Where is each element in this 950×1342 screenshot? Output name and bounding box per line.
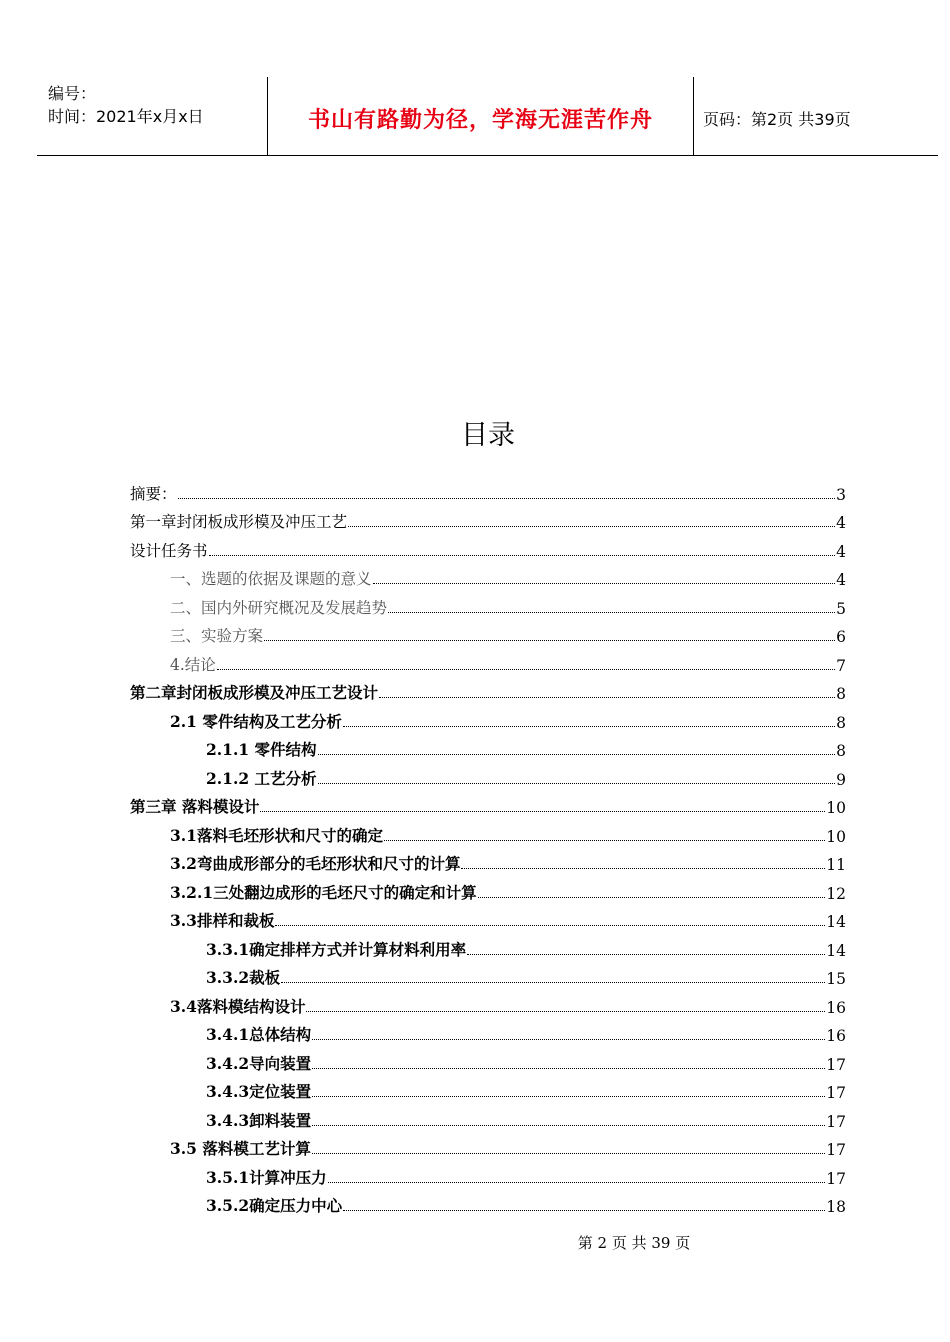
toc-leader-dots bbox=[312, 1096, 825, 1097]
toc-entry[interactable] bbox=[130, 591, 846, 620]
toc-entry[interactable] bbox=[130, 1019, 846, 1048]
toc-leader-dots bbox=[312, 1153, 825, 1154]
toc-entry-label: 3.4.1总体结构 bbox=[206, 1025, 312, 1044]
toc-entry-page: 4 bbox=[836, 514, 846, 532]
toc-leader-dots bbox=[467, 954, 825, 955]
toc-entry[interactable] bbox=[130, 705, 846, 734]
toc-entry[interactable] bbox=[130, 563, 846, 592]
toc-entry[interactable] bbox=[130, 1133, 846, 1162]
toc-entry[interactable] bbox=[130, 1161, 846, 1190]
header-meta-cell bbox=[37, 77, 267, 155]
toc-entry[interactable] bbox=[130, 477, 846, 506]
toc-entry[interactable] bbox=[130, 933, 846, 962]
toc-entry-page: 18 bbox=[826, 1198, 846, 1216]
toc-entry-label: 3.3排样和裁板 bbox=[170, 911, 275, 930]
toc-entry-page: 8 bbox=[836, 713, 846, 732]
toc-leader-dots bbox=[178, 498, 836, 499]
toc-entry[interactable] bbox=[130, 1190, 846, 1219]
toc-entry-label: 3.3.2裁板 bbox=[206, 968, 281, 987]
toc-entry-label: 设计任务书 bbox=[130, 541, 208, 560]
toc-entry[interactable] bbox=[130, 620, 846, 649]
toc-leader-dots bbox=[478, 897, 826, 898]
toc-entry-page: 16 bbox=[826, 998, 846, 1017]
toc-entry-page: 8 bbox=[836, 685, 846, 703]
toc-entry-label: 2.1.2 工艺分析 bbox=[206, 768, 317, 788]
toc-entry-label: 2.1 零件结构及工艺分析 bbox=[170, 711, 342, 731]
toc-entry-page: 10 bbox=[826, 799, 846, 817]
toc-leader-dots bbox=[260, 811, 825, 812]
toc-leader-dots bbox=[328, 1182, 826, 1183]
toc-entry-page: 17 bbox=[826, 1055, 846, 1074]
toc-entry-page: 14 bbox=[826, 913, 846, 931]
toc-entry-page: 3 bbox=[836, 485, 846, 504]
toc-entry-page: 9 bbox=[836, 770, 846, 789]
toc-leader-dots bbox=[348, 526, 835, 527]
toc-entry[interactable] bbox=[130, 962, 846, 991]
toc-leader-dots bbox=[388, 612, 835, 613]
toc-leader-dots bbox=[379, 697, 835, 698]
toc-title: 目录 bbox=[461, 420, 515, 451]
toc-entry[interactable] bbox=[130, 534, 846, 563]
toc-entry-label: 3.4.3定位装置 bbox=[206, 1082, 312, 1101]
toc-leader-dots bbox=[343, 726, 835, 727]
toc-entry-page: 17 bbox=[826, 1112, 846, 1131]
toc-entry[interactable] bbox=[130, 1047, 846, 1076]
toc-entry-page: 17 bbox=[826, 1141, 846, 1159]
toc-entry-page: 14 bbox=[826, 941, 846, 960]
toc-entry[interactable] bbox=[130, 905, 846, 934]
header-motto: 书山有路勤为径，学海无涯苦作舟 bbox=[307, 107, 653, 133]
toc-entry-page: 10 bbox=[826, 827, 846, 846]
toc-leader-dots bbox=[209, 555, 836, 556]
toc-leader-dots bbox=[217, 669, 835, 670]
toc-leader-dots bbox=[343, 1210, 825, 1211]
toc-entry-page: 4 bbox=[836, 571, 846, 589]
toc-leader-dots bbox=[312, 1125, 825, 1126]
toc-entry[interactable] bbox=[130, 1104, 846, 1133]
toc-entry[interactable] bbox=[130, 648, 846, 677]
toc-leader-dots bbox=[281, 982, 825, 983]
toc-entry-label: 3.5.1计算冲压力 bbox=[206, 1167, 327, 1187]
toc-entry-label: 3.2.1三处翻边成形的毛坯尺寸的确定和计算 bbox=[170, 882, 477, 902]
toc-entry[interactable] bbox=[130, 1076, 846, 1105]
toc-leader-dots bbox=[275, 925, 825, 926]
toc-leader-dots bbox=[312, 1039, 825, 1040]
header-motto-cell bbox=[267, 77, 694, 155]
page-footer: 第 2 页 共 39 页 bbox=[577, 1234, 691, 1252]
toc-entry-page: 15 bbox=[826, 970, 846, 988]
toc-entry-label: 一、选题的依据及课题的意义 bbox=[170, 570, 372, 588]
toc-entry-page: 7 bbox=[836, 656, 846, 675]
toc-entry-label: 二、国内外研究概况及发展趋势 bbox=[170, 598, 388, 617]
toc-entry-label: 4.结论 bbox=[170, 655, 216, 674]
toc-entry[interactable] bbox=[130, 848, 846, 877]
toc-entry-label: 3.5.2确定压力中心 bbox=[206, 1196, 343, 1215]
toc-leader-dots bbox=[461, 868, 825, 869]
toc-entry-page: 11 bbox=[826, 856, 846, 874]
header-page-cell bbox=[693, 77, 938, 155]
toc-leader-dots bbox=[306, 1011, 825, 1012]
toc-entry-page: 16 bbox=[826, 1027, 846, 1045]
toc-leader-dots bbox=[264, 640, 835, 641]
document-time-label: 时间：2021年x月x日 bbox=[48, 107, 204, 126]
page-header bbox=[37, 77, 938, 156]
toc-entry-page: 4 bbox=[836, 542, 846, 561]
toc-entry-label: 三、实验方案 bbox=[170, 627, 264, 645]
toc-entry-label: 第三章 落料模设计 bbox=[130, 797, 260, 816]
toc-entry-page: 8 bbox=[836, 742, 846, 760]
toc-entry-label: 3.4落料模结构设计 bbox=[170, 996, 306, 1016]
toc-entry-label: 第二章封闭板成形模及冲压工艺设计 bbox=[130, 683, 379, 702]
toc-entry[interactable] bbox=[130, 506, 846, 535]
toc-entry[interactable] bbox=[130, 990, 846, 1019]
toc-entry-label: 3.3.1确定排样方式并计算材料利用率 bbox=[206, 939, 467, 959]
toc-entry[interactable] bbox=[130, 734, 846, 763]
toc-entry[interactable] bbox=[130, 876, 846, 905]
toc-entry-page: 17 bbox=[826, 1084, 846, 1102]
toc-entry-page: 5 bbox=[836, 599, 846, 618]
toc-entry[interactable] bbox=[130, 819, 846, 848]
toc-leader-dots bbox=[312, 1068, 825, 1069]
toc-entry-label: 3.4.3卸料装置 bbox=[206, 1110, 312, 1130]
toc-entry-page: 17 bbox=[826, 1169, 846, 1188]
toc-entry[interactable] bbox=[130, 791, 846, 820]
toc-entry-page: 6 bbox=[836, 628, 846, 646]
toc-entry-label: 3.5 落料模工艺计算 bbox=[170, 1139, 311, 1158]
toc-entry-label: 摘要： bbox=[130, 484, 177, 503]
toc-leader-dots bbox=[373, 583, 836, 584]
toc-entry-label: 3.1落料毛坯形状和尺寸的确定 bbox=[170, 825, 383, 845]
toc-entry-label: 2.1.1 零件结构 bbox=[206, 740, 317, 759]
header-page-info: 页码：第2页 共39页 bbox=[703, 110, 851, 129]
toc-leader-dots bbox=[384, 840, 825, 841]
toc-leader-dots bbox=[318, 783, 836, 784]
document-number-label: 编号： bbox=[48, 84, 97, 103]
toc-leader-dots bbox=[318, 754, 836, 755]
toc-entry[interactable] bbox=[130, 762, 846, 791]
toc-entry-page: 12 bbox=[826, 884, 846, 903]
toc-entry-label: 3.2弯曲成形部分的毛坯形状和尺寸的计算 bbox=[170, 854, 461, 873]
toc-entry-label: 第一章封闭板成形模及冲压工艺 bbox=[130, 513, 348, 531]
toc-entry-label: 3.4.2导向装置 bbox=[206, 1053, 312, 1073]
table-of-contents bbox=[130, 477, 846, 1218]
toc-entry[interactable] bbox=[130, 677, 846, 706]
